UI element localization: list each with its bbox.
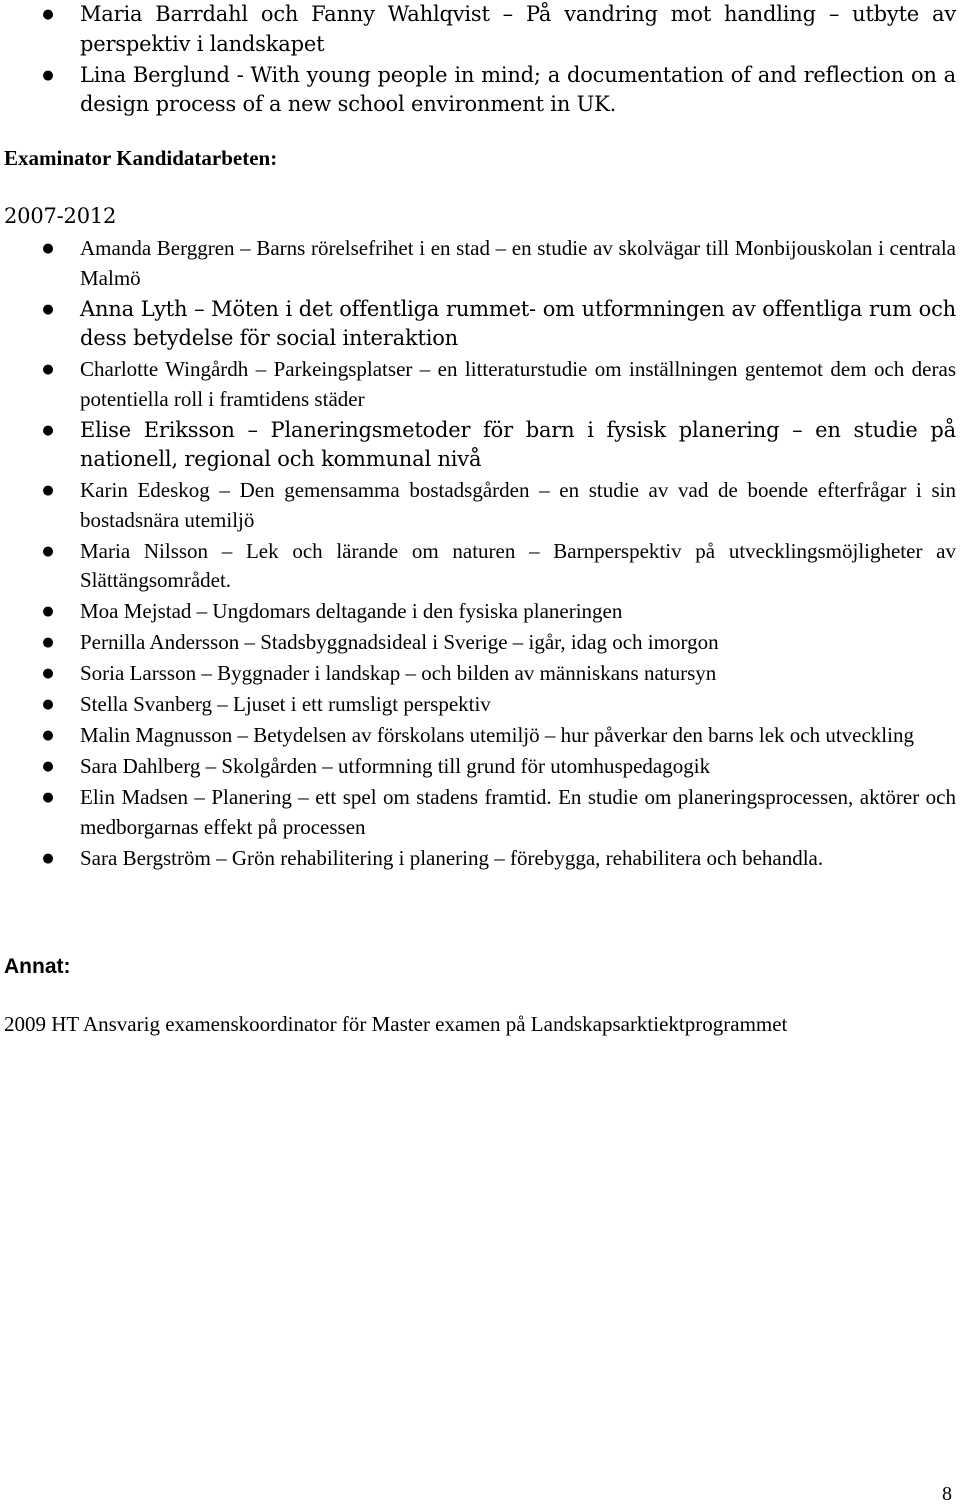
bullet-icon: ● [42, 850, 54, 866]
list-item-text: Stella Svanberg – Ljuset i ett rumsligt perspektiv [80, 692, 491, 716]
list-item-text: Maria Barrdahl och Fanny Wahlqvist – På vandring mot handling – utbyte av perspektiv i landskapet [80, 2, 956, 56]
bullet-icon: ● [42, 362, 54, 377]
bullet-icon: ● [42, 604, 54, 619]
bullet-icon: ● [42, 635, 54, 650]
list-item-text: Pernilla Andersson – Stadsbyggnadsideal i Sverige – igår, idag och imorgon [80, 630, 719, 654]
list-item [0, 0, 960, 59]
bullet-icon: ● [42, 67, 54, 83]
top-bullet-list [0, 0, 960, 121]
list-item [0, 844, 960, 874]
list-item-text: Karin Edeskog – Den gemensamma bostadsgården – en studie av vad de boende efterfrågar i sin bostadsnära utemiljö [80, 478, 956, 532]
examinator-heading: Examinator Kandidatarbeten: [4, 146, 278, 170]
list-item [0, 659, 960, 689]
annat-text: 2009 HT Ansvarig examenskoordinator för Master examen på Landskapsarktiektprogrammet [4, 1012, 788, 1036]
list-item-text: Charlotte Wingårdh – Parkeingsplatser – en litteraturstudie om inställningen gentemot dem och deras potentiella roll i framtidens städer [80, 357, 956, 411]
list-item [0, 690, 960, 720]
years-range: 2007-2012 [4, 204, 117, 228]
list-item [0, 597, 960, 627]
list-item [0, 476, 960, 535]
bullet-icon: ● [42, 241, 54, 256]
list-item-text: Soria Larsson – Byggnader i landskap – och bilden av människans natursyn [80, 661, 717, 685]
list-item-text: Elin Madsen – Planering – ett spel om stadens framtid. En studie om planeringsprocessen, aktörer och medborgarnas effekt på processen [80, 785, 956, 839]
list-item-text: Moa Mejstad – Ungdomars deltagande i den fysiska planeringen [80, 599, 623, 623]
list-item-text: Elise Eriksson – Planeringsmetoder för barn i fysisk planering – en studie på nationell, regional och kommunal nivå [80, 417, 956, 471]
list-item-text: Sara Dahlberg – Skolgården – utformning till grund för utomhuspedagogik [80, 754, 711, 778]
list-item [0, 416, 960, 475]
bullet-icon: ● [42, 666, 54, 681]
bullet-icon: ● [42, 759, 54, 774]
list-item [0, 61, 960, 120]
list-item [0, 752, 960, 782]
bullet-icon: ● [42, 728, 54, 743]
bullet-icon: ● [42, 7, 54, 22]
bullet-icon: ● [42, 301, 54, 317]
list-item-text: Sara Bergström – Grön rehabilitering i planering – förebygga, rehabilitera och behandla. [80, 845, 824, 870]
bullet-icon: ● [42, 543, 54, 559]
list-item-text: Maria Nilsson – Lek och lärande om naturen – Barnperspektiv på utvecklingsmöjligheter av Slättängsområdet. [80, 538, 956, 592]
list-item-text: Malin Magnusson – Betydelsen av förskolans utemiljö – hur påverkar den barns lek och utveckling [80, 723, 914, 747]
list-item [0, 295, 960, 354]
list-item-text: Anna Lyth – Möten i det offentliga rummet- om utformningen av offentliga rum och dess betydelse för social interaktion [80, 296, 956, 350]
bullet-icon: ● [42, 790, 54, 805]
list-item-text: Lina Berglund - With young people in mind; a documentation of and reflection on a design process of a new school environment in UK. [80, 62, 956, 116]
list-item-text: Amanda Berggren – Barns rörelsefrihet i en stad – en studie av skolvägar till Monbijouskolan i centrala Malmö [80, 236, 956, 290]
bullet-icon: ● [42, 697, 54, 712]
examinator-bullet-list [0, 234, 960, 875]
list-item [0, 537, 960, 596]
annat-heading: Annat: [4, 955, 71, 978]
page-number: 8 [942, 1483, 952, 1505]
list-item [0, 783, 960, 842]
list-item [0, 628, 960, 658]
bullet-icon: ● [42, 483, 54, 498]
list-item [0, 355, 960, 414]
bullet-icon: ● [42, 422, 54, 438]
list-item [0, 721, 960, 751]
list-item [0, 234, 960, 293]
